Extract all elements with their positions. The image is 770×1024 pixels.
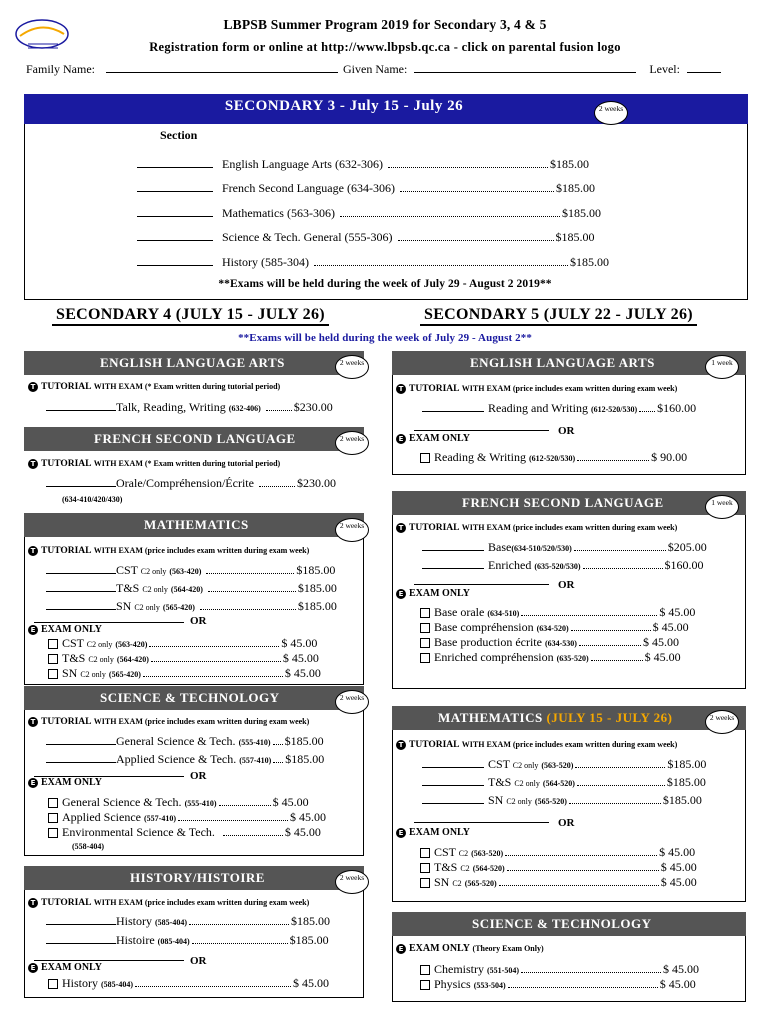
course-code: (563-420): [169, 567, 202, 576]
sec5-fsl-tutorial-row[interactable]: [422, 540, 707, 555]
section-field[interactable]: [422, 803, 484, 804]
math-title: MATHEMATICS: [438, 710, 543, 725]
sec5-ela-header: ENGLISH LANGUAGE ARTS: [392, 351, 746, 375]
sec5-sci-header: SCIENCE & TECHNOLOGY: [392, 912, 746, 936]
or-divider: [414, 584, 549, 585]
sec5-fsl-exam-row[interactable]: [420, 605, 695, 620]
sec5-math-tutorial-row[interactable]: [422, 775, 706, 790]
sec3-course-row[interactable]: [137, 255, 609, 270]
weeks-badge: 1 week: [705, 495, 739, 519]
secondary-4-title: SECONDARY 4 (JULY 15 - JULY 26): [52, 306, 329, 326]
tutorial-heading: T TUTORIAL WITH EXAM (price includes exam written during exam week): [28, 545, 309, 556]
section-field[interactable]: [137, 265, 213, 266]
weeks-badge: 2 weeks: [594, 101, 628, 125]
leader-dots: [521, 966, 661, 973]
course-code: (563-420): [115, 640, 148, 649]
form-title: LBPSB Summer Program 2019 for Secondary 3, 4 & 5: [223, 17, 547, 32]
sec4-hist-tutorial-row[interactable]: [46, 933, 329, 948]
leader-dots: [208, 585, 296, 592]
checkbox[interactable]: [420, 623, 430, 633]
course-price: $ 45.00: [644, 650, 681, 664]
section-field[interactable]: [46, 762, 116, 763]
leader-dots: [579, 639, 641, 646]
weeks-badge: 2 weeks: [335, 690, 369, 714]
section-field[interactable]: [46, 924, 116, 925]
or-label: OR: [558, 425, 575, 437]
course-name: Applied Science & Tech.: [116, 752, 237, 766]
sec4-exam-note: **Exams will be held during the week of July 29 - August 2**: [238, 332, 532, 344]
checkbox[interactable]: [420, 638, 430, 648]
or-divider: [34, 622, 184, 623]
checkbox[interactable]: [48, 813, 58, 823]
sec4-fsl-header: FRENCH SECOND LANGUAGE: [24, 427, 364, 451]
leader-dots: [223, 829, 283, 836]
tutorial-heading: T TUTORIAL WITH EXAM (* Exam written during tutorial period): [28, 458, 280, 469]
course-name: Base: [488, 540, 512, 554]
course-code: (563-520): [471, 849, 504, 858]
course-name: Enriched compréhension: [434, 650, 554, 664]
family-name-field[interactable]: [106, 62, 338, 73]
course-code: (565-520): [534, 797, 567, 806]
course-name: CST: [434, 845, 456, 859]
course-name: History (585-304): [222, 255, 309, 269]
c2-note: C2 only: [88, 655, 114, 664]
sec3-exam-note: **Exams will be held during the week of July 29 - August 2 2019**: [218, 278, 552, 290]
course-code: (564-420): [170, 585, 203, 594]
course-price: $ 45.00: [642, 635, 679, 649]
checkbox[interactable]: [48, 669, 58, 679]
course-name: Environmental Science & Tech.: [62, 825, 215, 839]
course-code: (634-410/420/430): [62, 495, 123, 504]
checkbox[interactable]: [420, 965, 430, 975]
course-price: $ 45.00: [293, 976, 329, 990]
course-name: CST: [116, 563, 138, 577]
course-code: (585-404): [101, 980, 133, 989]
leader-dots: [574, 544, 666, 551]
checkbox[interactable]: [420, 878, 430, 888]
course-name: Base production écrite: [434, 635, 542, 649]
leader-dots: [178, 814, 288, 821]
sec3-course-row[interactable]: [137, 181, 595, 196]
leader-dots: [189, 918, 289, 925]
sec5-fsl-exam-row[interactable]: [420, 650, 681, 665]
course-price: $185.00: [289, 933, 329, 947]
checkbox[interactable]: [420, 453, 430, 463]
course-price: $185.00: [549, 157, 589, 171]
section-field[interactable]: [46, 591, 116, 592]
course-code: (553-504): [473, 981, 506, 990]
course-name: History: [62, 976, 98, 990]
course-name: CST: [62, 636, 84, 650]
given-name-label: Given Name:: [343, 62, 408, 76]
weeks-badge: 2 weeks: [335, 870, 369, 894]
sec5-math-exam-row[interactable]: [420, 845, 695, 860]
leader-dots: [200, 603, 296, 610]
weeks-badge: 2 weeks: [335, 355, 369, 379]
sec5-sci-exam-row[interactable]: [420, 977, 696, 992]
leader-dots: [639, 405, 655, 412]
sec4-ela-tutorial-row[interactable]: [46, 400, 333, 415]
or-label: OR: [558, 579, 575, 591]
leader-dots: [388, 161, 548, 168]
course-price: $ 45.00: [289, 810, 326, 824]
sec4-sci-tutorial-row[interactable]: [46, 752, 324, 767]
section-field[interactable]: [46, 609, 116, 610]
course-name: Physics: [434, 977, 471, 991]
course-price: $ 45.00: [663, 962, 699, 976]
section-field[interactable]: [422, 785, 484, 786]
weeks-badge: 1 week: [705, 355, 739, 379]
exam-only-heading: E EXAM ONLY: [28, 777, 102, 788]
leader-dots: [135, 980, 291, 987]
checkbox[interactable]: [48, 798, 58, 808]
section-field[interactable]: [422, 568, 484, 569]
course-price: $ 45.00: [281, 636, 318, 650]
sec4-hist-tutorial-row[interactable]: [46, 914, 330, 929]
sec3-course-row[interactable]: [137, 157, 589, 172]
c2-note: C2 only: [506, 797, 532, 806]
leader-dots: [521, 609, 657, 616]
sec4-math-exam-row[interactable]: [48, 666, 321, 681]
or-divider: [34, 960, 184, 961]
exam-only-heading: E EXAM ONLY: [28, 962, 102, 973]
course-name: T&S: [488, 775, 512, 789]
exam-only-heading: E EXAM ONLY: [28, 624, 102, 635]
course-name: T&S: [116, 581, 140, 595]
sec5-fsl-exam-row[interactable]: [420, 620, 689, 635]
checkbox[interactable]: [420, 980, 430, 990]
sec5-math-tutorial-row[interactable]: [422, 757, 706, 772]
leader-dots: [569, 797, 661, 804]
course-price: $ 45.00: [272, 795, 309, 809]
checkbox[interactable]: [48, 828, 58, 838]
course-price: $230.00: [296, 476, 336, 490]
sec5-math-header: [392, 706, 746, 730]
leader-dots: [499, 879, 659, 886]
c2-note: C2 only: [86, 640, 113, 649]
sec4-sci-header: SCIENCE & TECHNOLOGY: [24, 686, 364, 710]
course-name: SN: [434, 875, 450, 889]
course-name: Histoire: [116, 933, 155, 947]
course-price: $185.00: [555, 230, 595, 244]
sec5-math-tutorial-row[interactable]: [422, 793, 702, 808]
course-code: (563-520): [541, 761, 574, 770]
course-price: $185.00: [284, 734, 324, 748]
course-name: CST: [488, 757, 510, 771]
course-code: (565-520): [464, 879, 497, 888]
course-code: (635-520/530): [534, 562, 581, 571]
c2-note: C2 only: [142, 585, 168, 594]
section-field[interactable]: [137, 216, 213, 217]
course-name: T&S: [434, 860, 458, 874]
checkbox[interactable]: [420, 863, 430, 873]
sec4-math-exam-row[interactable]: [48, 651, 319, 666]
c2-note: C2 only: [514, 779, 540, 788]
given-name-field[interactable]: [414, 62, 636, 73]
course-name: Reading and Writing: [488, 401, 588, 415]
sec5-sci-exam-row[interactable]: [420, 962, 699, 977]
section-field[interactable]: [422, 767, 484, 768]
or-divider: [414, 430, 549, 431]
section-field[interactable]: [137, 240, 213, 241]
course-name: Talk, Reading, Writing: [116, 400, 226, 414]
leader-dots: [398, 234, 554, 241]
leader-dots: [192, 937, 288, 944]
c2-note: C2 only: [140, 567, 167, 576]
course-price: $185.00: [667, 757, 707, 771]
secondary-5-title: SECONDARY 5 (JULY 22 - JULY 26): [420, 306, 697, 326]
course-price: $ 45.00: [659, 605, 696, 619]
leader-dots: [577, 779, 665, 786]
course-name: Orale/Compréhension/Écrite: [116, 476, 254, 490]
leader-dots: [273, 738, 283, 745]
sec5-fsl-header: FRENCH SECOND LANGUAGE: [392, 491, 746, 515]
sec4-math-exam-row[interactable]: [48, 636, 317, 651]
sec5-fsl-exam-row[interactable]: [420, 635, 679, 650]
course-price: $ 45.00: [660, 860, 697, 874]
tutorial-heading: T TUTORIAL WITH EXAM (price includes exam written during exam week): [396, 383, 677, 394]
exam-only-heading: E EXAM ONLY: [396, 433, 470, 444]
exam-only-heading: E EXAM ONLY: [396, 827, 470, 838]
course-name: Applied Science: [62, 810, 141, 824]
section-field[interactable]: [422, 411, 484, 412]
course-price: $ 45.00: [284, 825, 321, 839]
sec5-math-exam-row[interactable]: [420, 875, 697, 890]
leader-dots: [575, 761, 665, 768]
course-price: $185.00: [296, 563, 336, 577]
course-name: General Science & Tech.: [116, 734, 236, 748]
course-code: (555-410): [238, 738, 271, 747]
sec4-ela-header: ENGLISH LANGUAGE ARTS: [24, 351, 364, 375]
course-code: (085-404): [157, 937, 190, 946]
course-price: $185.00: [662, 793, 702, 807]
sec4-sci-exam-row[interactable]: [48, 810, 326, 825]
leader-dots: [508, 981, 658, 988]
course-name: SN: [62, 666, 78, 680]
c2-note: C2 only: [134, 603, 160, 612]
leader-dots: [571, 624, 651, 631]
course-code: (565-420): [108, 670, 141, 679]
section-field[interactable]: [46, 486, 116, 487]
c2-note: C2 only: [80, 670, 106, 679]
section-field[interactable]: [46, 410, 116, 411]
tutorial-heading: T TUTORIAL WITH EXAM (price includes exam written during exam week): [396, 522, 677, 533]
checkbox[interactable]: [420, 653, 430, 663]
sec3-course-row[interactable]: [137, 230, 595, 245]
weeks-badge: 2 weeks: [335, 431, 369, 455]
leader-dots: [259, 480, 295, 487]
section-label: Section: [160, 128, 198, 142]
course-code: (634-520): [536, 624, 569, 633]
c2-note: C2: [458, 849, 469, 858]
course-price: $ 45.00: [284, 666, 321, 680]
course-name: English Language Arts (632-306): [222, 157, 383, 171]
course-price: $ 45.00: [659, 977, 696, 991]
exam-only-heading: E EXAM ONLY: [396, 588, 470, 599]
course-code: (555-410): [184, 799, 217, 808]
sec4-sci-exam-row[interactable]: [48, 795, 309, 810]
leader-dots: [400, 185, 554, 192]
leader-dots: [583, 562, 663, 569]
course-name: Reading & Writing: [434, 450, 526, 464]
checkbox[interactable]: [420, 848, 430, 858]
leader-dots: [273, 756, 283, 763]
course-price: $230.00: [293, 400, 333, 414]
course-code: (558-404): [72, 842, 104, 851]
leader-dots: [577, 454, 649, 461]
course-price: $ 45.00: [282, 651, 319, 665]
course-code: (634-530): [544, 639, 577, 648]
or-divider: [414, 822, 549, 823]
tutorial-heading: T TUTORIAL WITH EXAM (price includes exam written during exam week): [396, 739, 677, 750]
form-subtitle: Registration form or online at http://www.lbpsb.qc.ca - click on parental fusion logo: [149, 40, 621, 54]
sec4-fsl-tutorial-row[interactable]: [46, 476, 336, 491]
course-name: SN: [116, 599, 132, 613]
leader-dots: [507, 864, 659, 871]
checkbox[interactable]: [420, 608, 430, 618]
tutorial-heading: T TUTORIAL WITH EXAM (price includes exam written during exam week): [28, 716, 309, 727]
course-price: $ 90.00: [651, 450, 688, 464]
sec4-hist-exam-row[interactable]: [48, 976, 329, 991]
leader-dots: [143, 670, 283, 677]
sec4-math-tutorial-row[interactable]: [46, 563, 335, 578]
sec4-hist-header: HISTORY/HISTOIRE: [24, 866, 364, 890]
leader-dots: [206, 567, 294, 574]
course-name: Mathematics (563-306): [222, 206, 335, 220]
section-field[interactable]: [46, 744, 116, 745]
sec4-math-tutorial-row[interactable]: [46, 581, 337, 596]
exam-only-heading: E EXAM ONLY (Theory Exam Only): [396, 943, 544, 954]
course-code: (565-420): [162, 603, 195, 612]
leader-dots: [591, 654, 643, 661]
course-name: Base orale: [434, 605, 485, 619]
sec4-sci-exam-row[interactable]: [48, 825, 321, 840]
course-name: Chemistry: [434, 962, 484, 976]
course-code: (557-410): [143, 814, 176, 823]
checkbox[interactable]: [48, 639, 58, 649]
course-name: Science & Tech. General (555-306): [222, 230, 393, 244]
course-price: $185.00: [297, 599, 337, 613]
course-price: $ 45.00: [652, 620, 689, 634]
c2-note: C2 only: [512, 761, 539, 770]
course-price: $185.00: [555, 181, 595, 195]
sec4-sci-tutorial-row[interactable]: [46, 734, 324, 749]
course-name: History: [116, 914, 152, 928]
course-price: $185.00: [561, 206, 601, 220]
course-price: $ 45.00: [659, 845, 696, 859]
tutorial-heading: T TUTORIAL WITH EXAM (* Exam written during tutorial period): [28, 381, 280, 392]
sec4-math-tutorial-row[interactable]: [46, 599, 337, 614]
course-code: (551-504): [487, 966, 519, 975]
course-code: (585-404): [155, 918, 187, 927]
math-title-dates: (JULY 15 - JULY 26): [546, 710, 673, 725]
course-name: General Science & Tech.: [62, 795, 182, 809]
course-code: (564-520): [472, 864, 505, 873]
course-price: $185.00: [666, 775, 706, 789]
course-price: $185.00: [285, 752, 325, 766]
course-code: (634-510): [487, 609, 520, 618]
sec5-ela-exam-row[interactable]: [420, 450, 687, 465]
weeks-badge: 2 weeks: [705, 710, 739, 734]
sec4-math-header: MATHEMATICS: [24, 513, 364, 537]
level-label: Level:: [649, 62, 680, 76]
course-price: $185.00: [297, 581, 337, 595]
leader-dots: [149, 640, 279, 647]
course-name: SN: [488, 793, 504, 807]
course-code: (632-406): [228, 404, 261, 413]
course-price: $185.00: [570, 255, 609, 269]
weeks-badge: 2 weeks: [335, 518, 369, 542]
course-code: (557-410): [239, 756, 272, 765]
checkbox[interactable]: [48, 654, 58, 664]
section-field[interactable]: [422, 550, 484, 551]
section-field[interactable]: [137, 167, 213, 168]
c2-note: C2: [452, 879, 462, 888]
checkbox[interactable]: [48, 979, 58, 989]
or-label: OR: [190, 615, 207, 627]
section-field[interactable]: [137, 191, 213, 192]
course-price: $185.00: [291, 914, 330, 928]
leader-dots: [314, 259, 568, 266]
course-name: French Second Language (634-306): [222, 181, 395, 195]
course-code: (612-520/530): [528, 454, 576, 463]
leader-dots: [219, 799, 271, 806]
leader-dots: [505, 849, 657, 856]
course-code: (564-420): [116, 655, 149, 664]
leader-dots: [151, 655, 281, 662]
secondary-3-title: SECONDARY 3 - July 15 - July 26: [224, 98, 464, 114]
family-name-label: Family Name:: [26, 62, 95, 76]
sec3-course-row[interactable]: [137, 206, 601, 221]
course-price: $205.00: [667, 540, 707, 554]
student-name-row: [26, 62, 746, 77]
sec5-math-exam-row[interactable]: [420, 860, 697, 875]
course-code: (635-520): [556, 654, 589, 663]
tutorial-heading: T TUTORIAL WITH EXAM (price includes exam written during exam week): [28, 897, 309, 908]
leader-dots: [266, 404, 292, 411]
course-price: $160.00: [664, 558, 704, 572]
course-price: $160.00: [657, 401, 697, 415]
course-name: Enriched: [488, 558, 532, 572]
sec5-ela-tutorial-row[interactable]: [422, 401, 696, 416]
course-name: Base compréhension: [434, 620, 534, 634]
leader-dots: [340, 210, 560, 217]
course-name: T&S: [62, 651, 86, 665]
or-label: OR: [190, 955, 207, 967]
or-label: OR: [190, 770, 207, 782]
course-code: (612-520/530): [590, 405, 638, 414]
section-field[interactable]: [46, 943, 116, 944]
course-price: $ 45.00: [660, 875, 697, 889]
sec5-fsl-tutorial-row[interactable]: [422, 558, 704, 573]
course-code: (564-520): [542, 779, 575, 788]
or-label: OR: [558, 817, 575, 829]
level-field[interactable]: [687, 62, 721, 73]
c2-note: C2: [460, 864, 470, 873]
section-field[interactable]: [46, 573, 116, 574]
course-code: (634-510/520/530): [511, 544, 572, 553]
